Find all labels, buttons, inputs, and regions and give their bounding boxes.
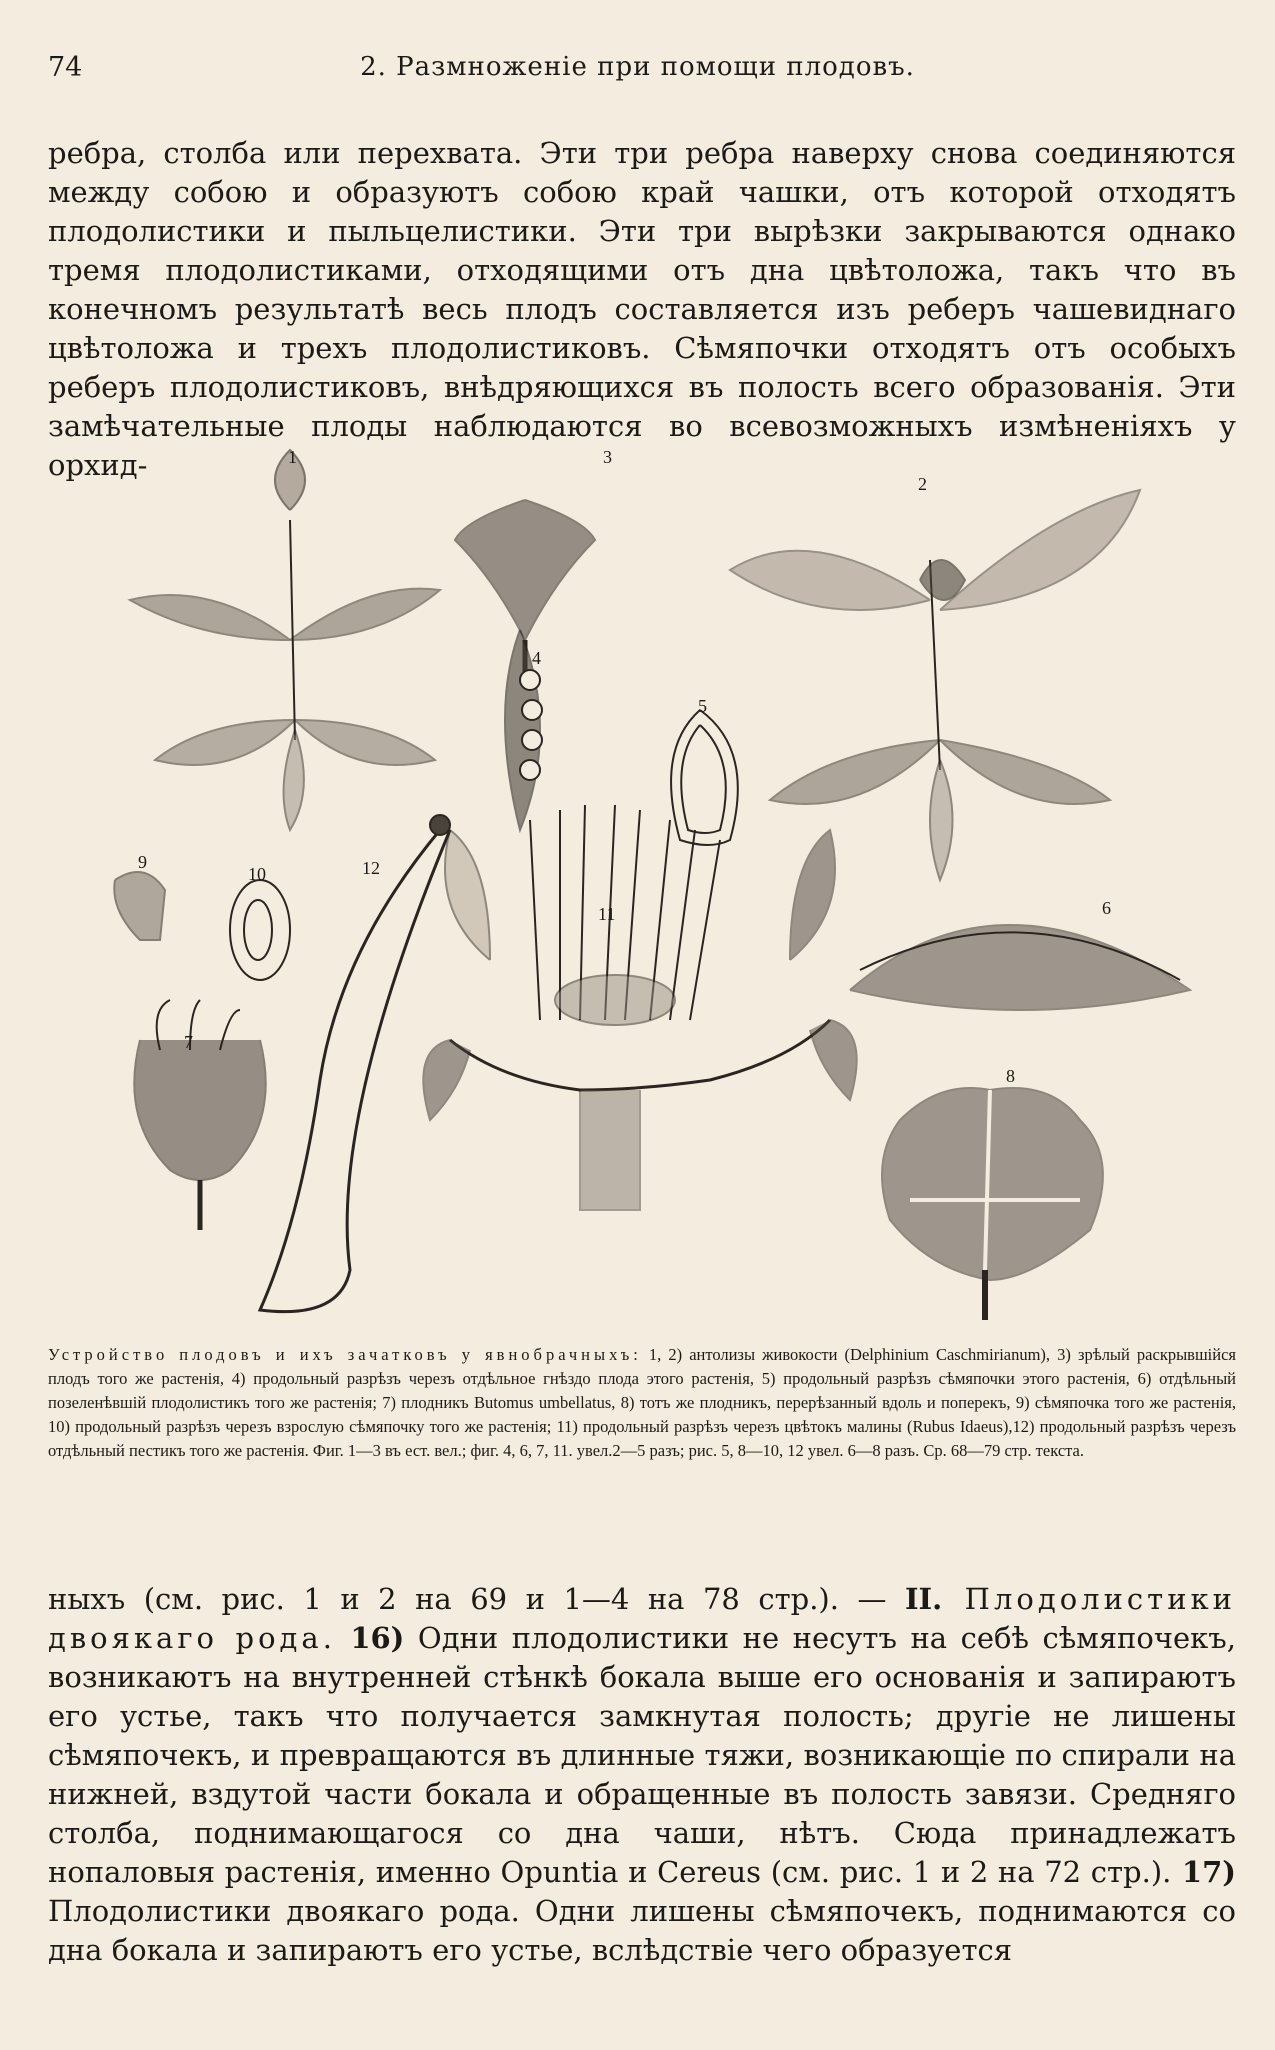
section-heading: Плодолистики двоякаго рода. bbox=[48, 1582, 1236, 1655]
figure-2-plant bbox=[730, 490, 1140, 880]
figure-label-6: 6 bbox=[1102, 898, 1111, 918]
figure-label-11: 11 bbox=[598, 904, 616, 924]
figure-1-plant bbox=[130, 450, 440, 830]
figure-12-pistil bbox=[260, 815, 450, 1312]
figure-label-12: 12 bbox=[362, 858, 380, 878]
figure-8-cross-section bbox=[882, 1088, 1103, 1320]
top-paragraph-block bbox=[48, 134, 1236, 485]
bottom-text-part2: Одни плодолистики не несутъ на себѣ сѣмяпочекъ, возникаютъ на внутренней стѣнкѣ бокала выше его основанія и запираютъ его устье, такъ что получается замкнутая полость; другіе не лишены сѣмяпочекъ, и превращаются въ длинные тяжи, возникающіе по спирали на нижней, вздутой части бокала и обращенные въ полость завязи. Средняго столба, поднимающагося со дна чаши, нѣтъ. Сюда принадлежатъ нопаловыя растенія, именно Opuntia и Cereus (см. рис. 1 и 2 на 72 стр.). bbox=[48, 1621, 1236, 1889]
figure-5-ovule bbox=[671, 710, 738, 845]
item-number-17: 17) bbox=[1171, 1855, 1236, 1889]
bottom-text-part1: ныхъ (см. рис. 1 и 2 на 69 и 1—4 на 78 стр.). — bbox=[48, 1582, 905, 1616]
bottom-paragraph bbox=[48, 1580, 1236, 1970]
bottom-text-part3: Плодолистики двоякаго рода. Одни лишены сѣмяпочекъ, поднимаются со дна бокала и запираютъ его устье, вслѣдствіе чего образуется bbox=[48, 1894, 1236, 1967]
caption-text: 1, 2) антолизы живокости (Delphinium Caschmirianum), 3) зрѣлый раскрывшійся плодъ того же растенія, 4) продольный разрѣзъ черезъ отдѣльное гнѣздо плода этого растенія, 5) продольный разрѣзъ сѣмяпочки этого растенія, 6) отдѣльный позеленѣвшій плодолистикъ того же растенія; 7) плодникъ Butomus umbellatus, 8) тотъ же плодникъ, перерѣзанный вдоль и поперекъ, 9) сѣмяпочка того же растенія, 10) продольный разрѣзъ черезъ взрослую сѣмяпочку того же растенія; 11) продольный разрѣзъ черезъ цвѣтокъ малины (Rubus Idaeus),12) продольный разрѣзъ черезъ отдѣльный пестикъ того же растенія. Фиг. 1—3 въ ест. вел.; фиг. 4, 6, 7, 11. увел.2—5 разъ; рис. 5, 8—10, 12 увел. 6—8 разъ. Ср. 68—79 стр. текста. bbox=[48, 1345, 1236, 1460]
bottom-paragraph-block bbox=[48, 1580, 1236, 1970]
figure-10-ovule-section bbox=[230, 880, 290, 980]
top-paragraph: ребра, столба или перехвата. Эти три ребра наверху снова соединяются между собою и образуютъ собою край чашки, отъ которой отходятъ плодолистики и пыльцелистики. Эти три вырѣзки закрываются однако тремя плодолистиками, отходящими отъ дна цвѣтоложа, такъ что въ конечномъ результатѣ весь плодъ составляется изъ реберъ чашевиднаго цвѣтоложа и трехъ плодолистиковъ. Сѣмяпочки отходятъ отъ особыхъ реберъ плодолистиковъ, внѣдряющихся въ полость всего образованія. Эти замѣчательные плоды наблюдаются во всевозможныхъ измѣненіяхъ у орхид- bbox=[48, 136, 1236, 482]
caption-lead: Устройство плодовъ и ихъ зачатковъ у явнобрачныхъ: bbox=[48, 1345, 642, 1364]
figure-label-10: 10 bbox=[248, 864, 266, 884]
figure-label-8: 8 bbox=[1006, 1066, 1015, 1086]
figure-caption bbox=[48, 1343, 1236, 1463]
item-number-16: 16) bbox=[335, 1621, 405, 1655]
figure-11-flower-section bbox=[423, 805, 856, 1210]
figure-label-5: 5 bbox=[698, 696, 707, 716]
running-head: 2. Размноженіе при помощи плодовъ. bbox=[360, 52, 915, 82]
page-header bbox=[48, 52, 1227, 92]
figure-7-pistil bbox=[134, 1000, 265, 1230]
botanical-illustration bbox=[60, 440, 1230, 1320]
figure-label-1: 1 bbox=[288, 447, 297, 467]
section-number: II. bbox=[904, 1582, 943, 1616]
figure-6-carpel bbox=[850, 925, 1190, 1010]
figure-label-4: 4 bbox=[532, 648, 541, 668]
figure-9-ovule bbox=[114, 872, 165, 940]
figure-label-7: 7 bbox=[184, 1032, 193, 1052]
figure-label-9: 9 bbox=[138, 852, 147, 872]
figure-label-2: 2 bbox=[918, 474, 927, 494]
page-number: 74 bbox=[48, 52, 83, 83]
figure-label-3: 3 bbox=[603, 447, 612, 467]
